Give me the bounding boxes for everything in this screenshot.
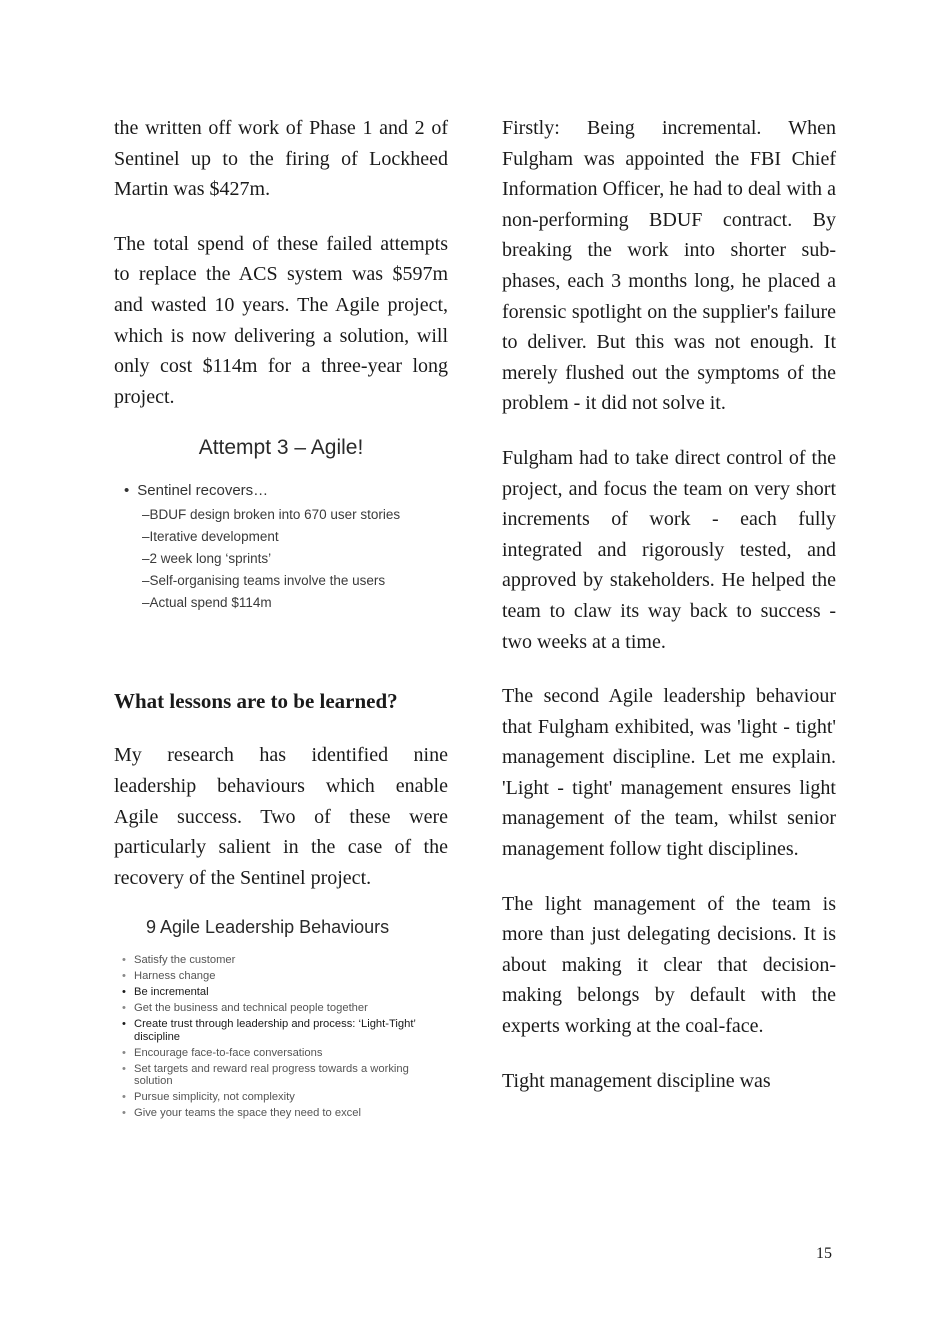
slide-sub-bullet: – BDUF design broken into 670 user stories (142, 507, 448, 522)
section-heading: What lessons are to be learned? (114, 689, 398, 714)
list-item: • Set targets and reward real progress towards a working solution (122, 1063, 448, 1088)
list-item: • Harness change (122, 970, 448, 983)
list-item: • Be incremental (122, 986, 448, 999)
right-paragraph-5: Tight management discipline was (502, 1069, 771, 1092)
left-paragraph-3: My research has identified nine leadership behaviours which enable Agile success. Two of these were particularly salient in the case of the recovery of the Sentinel project. (114, 744, 448, 889)
right-paragraph-3: The second Agile leadership behaviour that Fulgham exhibited, was 'light - tight' management discipline. Let me explain. 'Light - tight' management ensures light management of the team, whilst senior management follow tight disciplines. (502, 685, 836, 861)
slide-sub-bullet: – Iterative development (142, 529, 448, 544)
page-number: 15 (816, 1245, 832, 1262)
list-item: • Get the business and technical people together (122, 1002, 448, 1015)
right-paragraph-4: The light management of the team is more than just delegating decisions. It is about making it clear that decision-making belongs by default with the experts working at the coal-face. (502, 892, 836, 1038)
list-item: • Give your teams the space they need to excel (122, 1107, 448, 1120)
list-item: • Satisfy the customer (122, 954, 448, 967)
left-paragraph-2: The total spend of these failed attempts to replace the ACS system was $597m and wasted 10 years. The Agile project, which is now delivering a solution, will only cost $114m for a three-year long project. (114, 232, 448, 408)
left-paragraph-1: the written off work of Phase 1 and 2 of Sentinel up to the firing of Lockheed Martin was $427m. (114, 117, 448, 201)
slide-attempt-3 (114, 436, 448, 686)
list-item: • Encourage face-to-face conversations (122, 1047, 448, 1060)
right-column (502, 113, 836, 1120)
slide-bullet: • Sentinel recovers… (124, 482, 448, 499)
right-paragraph-2: Fulgham had to take direct control of the project, and focus the team on very short increments of work - each fully integrated and rigorously tested, and approved by stakeholders. He helped the team to claw its way back to success - two weeks at a time. (502, 446, 836, 653)
slide-title: Attempt 3 – Agile! (198, 436, 364, 460)
list-item: • Pursue simplicity, not complexity (122, 1091, 448, 1104)
slide-sub-bullet: – 2 week long ‘sprints’ (142, 551, 448, 566)
left-column (114, 113, 448, 1123)
right-paragraph-1: Firstly: Being incremental. When Fulgham was appointed the FBI Chief Information Officer, he had to deal with a non-performing BDUF contract. By breaking the work into shorter sub-phases, each 3 months long, he placed a forensic spotlight on the supplier's failure to deliver. But this was not enough. It merely flushed out the symptoms of the problem - it did not solve it. (502, 117, 836, 415)
slide-sub-bullet: – Self-organising teams involve the users (142, 573, 448, 588)
behaviours-list (114, 954, 448, 1120)
slide-title: 9 Agile Leadership Behaviours (146, 917, 390, 938)
slide-sub-bullet: – Actual spend $114m (142, 595, 448, 610)
list-item: • Create trust through leadership and process: ‘Light-Tight’ discipline (122, 1018, 448, 1043)
slide-agile-behaviours (114, 917, 448, 1120)
